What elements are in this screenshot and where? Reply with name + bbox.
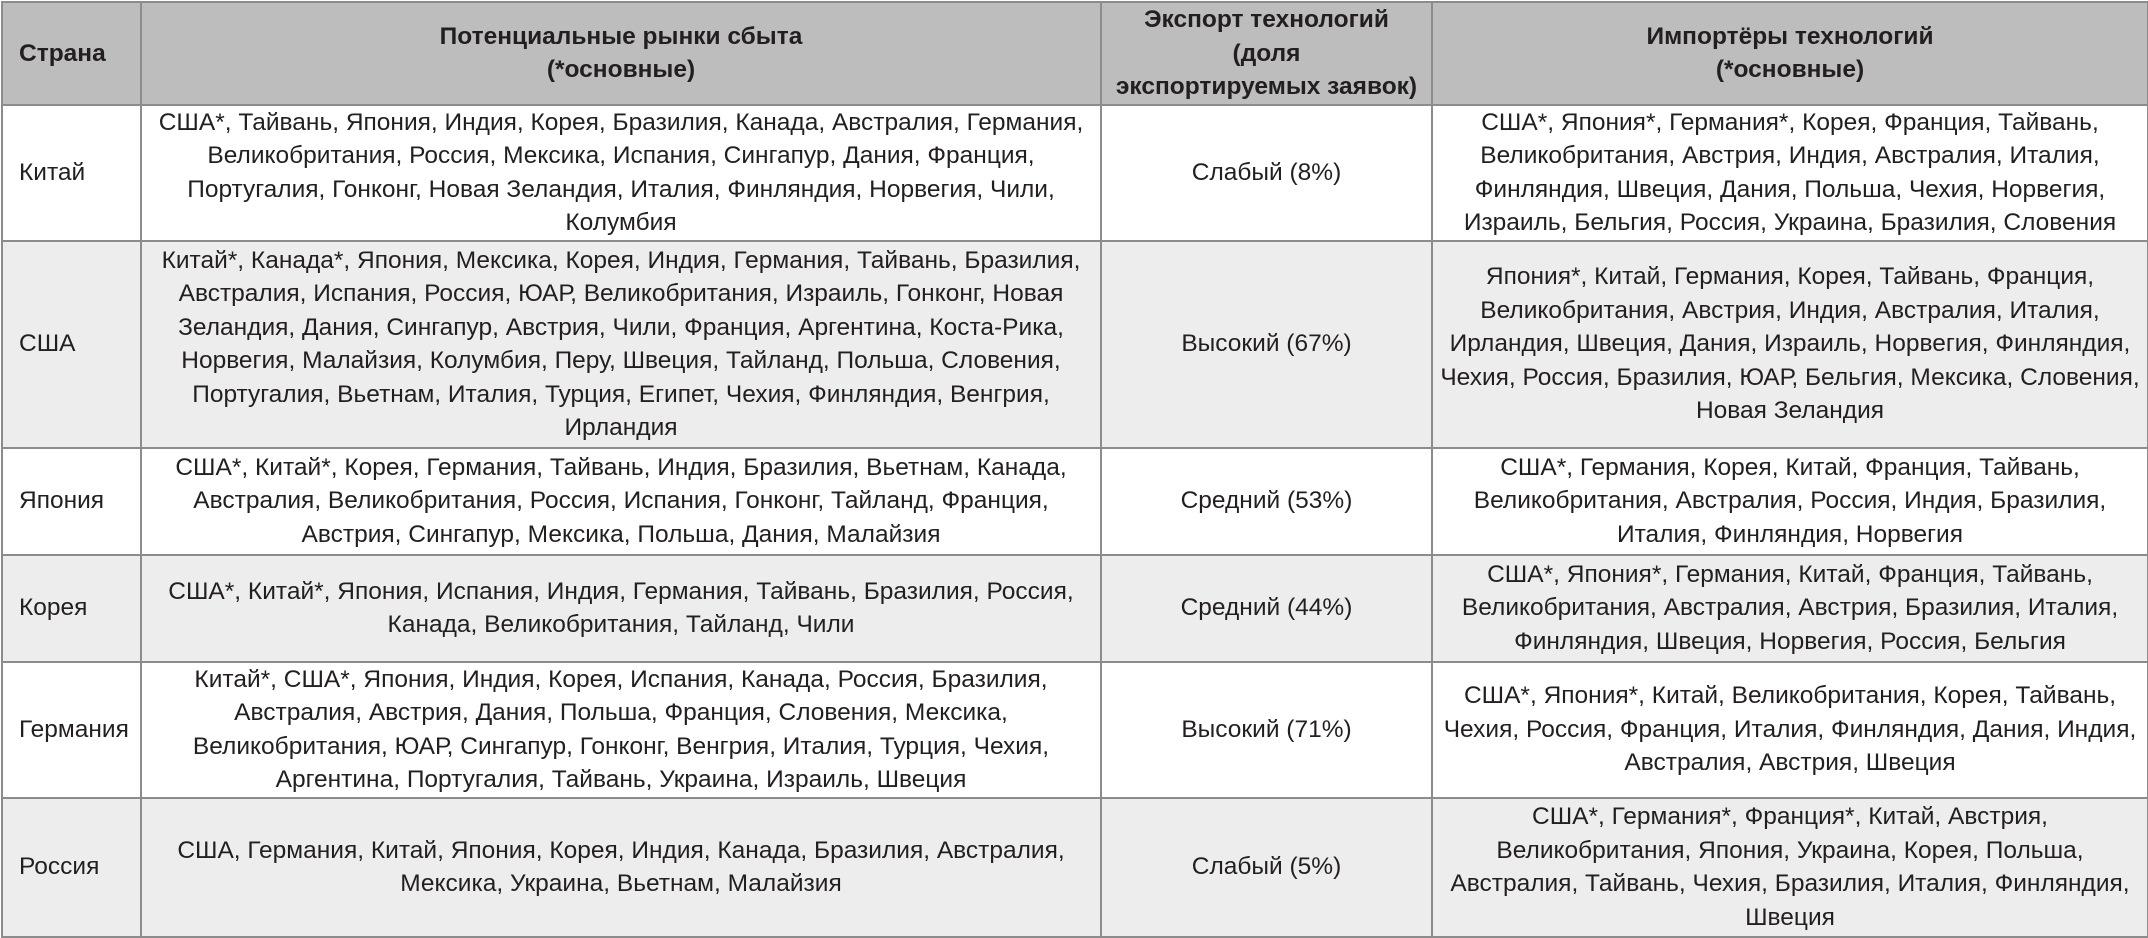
country-cell: Германия bbox=[2, 662, 141, 798]
country-cell: Корея bbox=[2, 555, 141, 662]
markets-cell: США*, Китай*, Япония, Испания, Индия, Германия, Тайвань, Бразилия, Россия, Канада, Великобритания, Тайланд, Чили bbox=[141, 555, 1101, 662]
markets-cell: США, Германия, Китай, Япония, Корея, Индия, Канада, Бразилия, Австралия, Мексика, Украина, Вьетнам, Малайзия bbox=[141, 798, 1101, 937]
table-row-russia bbox=[2, 798, 2148, 937]
header-country: Страна bbox=[2, 2, 141, 105]
header-importers-note: (*основные) bbox=[1715, 56, 1865, 84]
country-cell: Япония bbox=[2, 448, 141, 555]
table-row-china bbox=[2, 105, 2148, 241]
header-importers-title: Импортёры технологий bbox=[1646, 22, 1934, 50]
header-markets-title: Потенциальные рынки сбыта bbox=[439, 22, 803, 50]
markets-cell: США*, Китай*, Корея, Германия, Тайвань, Индия, Бразилия, Вьетнам, Канада, Австралия, Великобритания, Россия, Испания, Гонконг, Тайланд, Франция, Австрия, Сингапур, Мексика, Польша, Дания, Малайзия bbox=[141, 448, 1101, 555]
header-export-note: экспортируемых заявок) bbox=[1115, 73, 1418, 100]
export-cell: Слабый (8%) bbox=[1101, 105, 1432, 241]
header-importers bbox=[1432, 2, 2148, 105]
importers-cell: Япония*, Китай, Германия, Корея, Тайвань, Франция, Великобритания, Австрия, Индия, Австралия, Италия, Ирландия, Швеция, Дания, Израиль, Норвегия, Финляндия, Чехия, Россия, Бразилия, ЮАР, Бельгия, Мексика, Словения, Новая Зеландия bbox=[1432, 241, 2148, 448]
header-row bbox=[2, 2, 2148, 105]
table-row-korea bbox=[2, 555, 2148, 662]
header-export bbox=[1101, 2, 1432, 105]
header-export-title: Экспорт технологий (доля bbox=[1144, 6, 1389, 67]
header-markets bbox=[141, 2, 1101, 105]
importers-cell: США*, Германия*, Франция*, Китай, Австрия, Великобритания, Япония, Украина, Корея, Польша, Австралия, Тайвань, Чехия, Бразилия, Италия, Финляндия, Швеция bbox=[1432, 798, 2148, 937]
export-cell: Средний (44%) bbox=[1101, 555, 1432, 662]
country-cell: Россия bbox=[2, 798, 141, 937]
technology-markets-table bbox=[1, 1, 2148, 938]
markets-cell: США*, Тайвань, Япония, Индия, Корея, Бразилия, Канада, Австралия, Германия, Великобритания, Россия, Мексика, Испания, Сингапур, Дания, Франция, Португалия, Гонконг, Новая Зеландия, Италия, Финляндия, Норвегия, Чили, Колумбия bbox=[141, 105, 1101, 241]
importers-cell: США*, Япония*, Германия, Китай, Франция, Тайвань, Великобритания, Австралия, Австрия, Бразилия, Италия, Финляндия, Швеция, Норвегия, Россия, Бельгия bbox=[1432, 555, 2148, 662]
export-cell: Высокий (71%) bbox=[1101, 662, 1432, 798]
importers-cell: США*, Япония*, Китай, Великобритания, Корея, Тайвань, Чехия, Россия, Франция, Италия, Финляндия, Дания, Индия, Австралия, Австрия, Швеция bbox=[1432, 662, 2148, 798]
country-cell: США bbox=[2, 241, 141, 448]
header-markets-note: (*основные) bbox=[546, 56, 696, 84]
table-header bbox=[2, 2, 2148, 105]
table-body bbox=[2, 105, 2148, 937]
importers-cell: США*, Германия, Корея, Китай, Франция, Тайвань, Великобритания, Австралия, Россия, Индия, Бразилия, Италия, Финляндия, Норвегия bbox=[1432, 448, 2148, 555]
table-row-germany bbox=[2, 662, 2148, 798]
importers-cell: США*, Япония*, Германия*, Корея, Франция, Тайвань, Великобритания, Австрия, Индия, Австралия, Италия, Финляндия, Швеция, Дания, Польша, Чехия, Норвегия, Израиль, Бельгия, Россия, Украина, Бразилия, Словения bbox=[1432, 105, 2148, 241]
markets-cell: Китай*, Канада*, Япония, Мексика, Корея, Индия, Германия, Тайвань, Бразилия, Австралия, Испания, Россия, ЮАР, Великобритания, Израиль, Гонконг, Новая Зеландия, Дания, Сингапур, Австрия, Чили, Франция, Аргентина, Коста-Рика, Норвегия, Малайзия, Колумбия, Перу, Швеция, Тайланд, Польша, Словения, Португалия, Вьетнам, Италия, Турция, Египет, Чехия, Финляндия, Венгрия, Ирландия bbox=[141, 241, 1101, 448]
markets-cell: Китай*, США*, Япония, Индия, Корея, Испания, Канада, Россия, Бразилия, Австралия, Австрия, Дания, Польша, Франция, Словения, Мексика, Великобритания, ЮАР, Сингапур, Гонконг, Венгрия, Италия, Турция, Чехия, Аргентина, Португалия, Тайвань, Украина, Израиль, Швеция bbox=[141, 662, 1101, 798]
table-row-japan bbox=[2, 448, 2148, 555]
country-cell: Китай bbox=[2, 105, 141, 241]
export-cell: Слабый (5%) bbox=[1101, 798, 1432, 937]
table-row-usa bbox=[2, 241, 2148, 448]
export-cell: Средний (53%) bbox=[1101, 448, 1432, 555]
export-cell: Высокий (67%) bbox=[1101, 241, 1432, 448]
